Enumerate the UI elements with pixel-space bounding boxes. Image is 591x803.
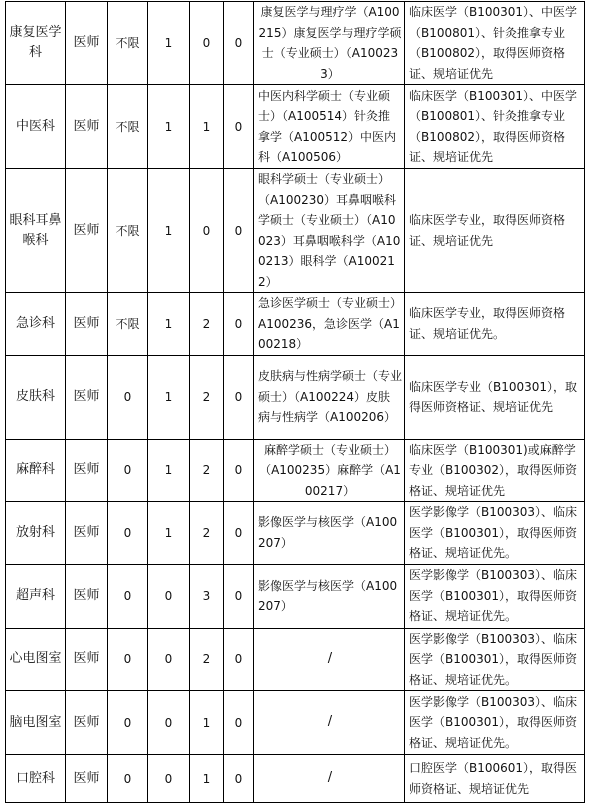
- major-cell: 中医内科学硕士（专业硕士）（A100514）针灸推拿学（A100512）中医内科（A100506）: [254, 85, 405, 169]
- count-cell-2: 2: [190, 628, 224, 691]
- major-cell: /: [254, 691, 405, 755]
- title-cell: 医师: [66, 439, 108, 502]
- edu-cell: 0: [108, 564, 148, 628]
- edu-cell: 不限: [108, 169, 148, 293]
- dept-cell: 口腔科: [6, 755, 66, 803]
- requirement-cell: 临床医学专业，取得医师资格证、规培证优先: [405, 169, 585, 293]
- table-row: [6, 628, 585, 691]
- edu-cell: 不限: [108, 293, 148, 356]
- table-row: [6, 2, 585, 85]
- dept-cell: 皮肤科: [6, 355, 66, 439]
- dept-cell: 急诊科: [6, 293, 66, 356]
- table-row: [6, 439, 585, 502]
- count-cell-2: 2: [190, 439, 224, 502]
- count-cell-1: 1: [148, 169, 190, 293]
- edu-cell: 0: [108, 439, 148, 502]
- major-cell: 康复医学与理疗学（A100215）康复医学与理疗学硕士（专业硕士）（A100233）: [254, 2, 405, 85]
- major-cell: 急诊医学硕士（专业硕士）A100236，急诊医学（A100218）: [254, 293, 405, 356]
- major-cell: /: [254, 755, 405, 803]
- title-cell: 医师: [66, 755, 108, 803]
- major-cell: /: [254, 628, 405, 691]
- count-cell-3: 0: [224, 439, 254, 502]
- requirement-cell: 医学影像学（B100303）、临床医学（B100301），取得医师资格证、规培证优先。: [405, 628, 585, 691]
- table-row: [6, 755, 585, 803]
- title-cell: 医师: [66, 2, 108, 85]
- count-cell-1: 0: [148, 755, 190, 803]
- count-cell-2: 1: [190, 755, 224, 803]
- count-cell-3: 0: [224, 502, 254, 565]
- title-cell: 医师: [66, 85, 108, 169]
- count-cell-2: 0: [190, 2, 224, 85]
- requirement-cell: 医学影像学（B100303）、临床医学（B100301），取得医师资格证、规培证优先。: [405, 564, 585, 628]
- requirement-cell: 临床医学（B100301）、中医学（B100801）、针灸推拿专业（B100802），取得医师资格证、规培证优先: [405, 85, 585, 169]
- table-row: [6, 169, 585, 293]
- edu-cell: 0: [108, 628, 148, 691]
- requirement-cell: 口腔医学（B100601），取得医师资格证、规培证优先: [405, 755, 585, 803]
- count-cell-3: 0: [224, 691, 254, 755]
- recruitment-table: [5, 1, 585, 803]
- count-cell-1: 1: [148, 85, 190, 169]
- title-cell: 医师: [66, 628, 108, 691]
- major-cell: 眼科学硕士（专业硕士）（A100230）耳鼻咽喉科学硕士（专业硕士）（A10023）耳鼻咽喉科学（A100213）眼科学（A100212）: [254, 169, 405, 293]
- table-row: [6, 564, 585, 628]
- major-cell: 影像医学与核医学（A100207）: [254, 502, 405, 565]
- title-cell: 医师: [66, 293, 108, 356]
- count-cell-3: 0: [224, 2, 254, 85]
- requirement-cell: 临床医学专业，取得医师资格证、规培证优先。: [405, 293, 585, 356]
- count-cell-3: 0: [224, 85, 254, 169]
- count-cell-1: 1: [148, 293, 190, 356]
- table-row: [6, 85, 585, 169]
- edu-cell: 0: [108, 755, 148, 803]
- major-cell: 皮肤病与性病学硕士（专业硕士）（A100224）皮肤病与性病学（A100206）: [254, 355, 405, 439]
- requirement-cell: 临床医学专业（B100301），取得医师资格证、规培证优先: [405, 355, 585, 439]
- count-cell-2: 1: [190, 85, 224, 169]
- count-cell-1: 0: [148, 628, 190, 691]
- table-row: [6, 293, 585, 356]
- table-row: [6, 502, 585, 565]
- count-cell-2: 2: [190, 293, 224, 356]
- edu-cell: 0: [108, 502, 148, 565]
- edu-cell: 不限: [108, 2, 148, 85]
- dept-cell: 心电图室: [6, 628, 66, 691]
- count-cell-3: 0: [224, 355, 254, 439]
- count-cell-1: 1: [148, 2, 190, 85]
- count-cell-3: 0: [224, 755, 254, 803]
- dept-cell: 眼科耳鼻喉科: [6, 169, 66, 293]
- requirement-cell: 医学影像学（B100303）、临床医学（B100301），取得医师资格证、规培证优先。: [405, 502, 585, 565]
- title-cell: 医师: [66, 691, 108, 755]
- edu-cell: 不限: [108, 85, 148, 169]
- title-cell: 医师: [66, 355, 108, 439]
- count-cell-2: 2: [190, 355, 224, 439]
- dept-cell: 放射科: [6, 502, 66, 565]
- count-cell-1: 1: [148, 502, 190, 565]
- count-cell-2: 3: [190, 564, 224, 628]
- count-cell-1: 1: [148, 355, 190, 439]
- table-row: [6, 355, 585, 439]
- requirement-cell: 临床医学（B100301)或麻醉学专业（B100302），取得医师资格证、规培证优先: [405, 439, 585, 502]
- count-cell-2: 0: [190, 169, 224, 293]
- table-row: [6, 691, 585, 755]
- requirement-cell: 医学影像学（B100303）、临床医学（B100301），取得医师资格证、规培证优先。: [405, 691, 585, 755]
- dept-cell: 麻醉科: [6, 439, 66, 502]
- count-cell-3: 0: [224, 169, 254, 293]
- requirement-cell: 临床医学（B100301）、中医学（B100801）、针灸推拿专业（B100802），取得医师资格证、规培证优先: [405, 2, 585, 85]
- title-cell: 医师: [66, 169, 108, 293]
- major-cell: 麻醉学硕士（专业硕士）（A100235）麻醉学（A100217）: [254, 439, 405, 502]
- count-cell-1: 0: [148, 691, 190, 755]
- count-cell-3: 0: [224, 628, 254, 691]
- dept-cell: 中医科: [6, 85, 66, 169]
- count-cell-1: 1: [148, 439, 190, 502]
- major-cell: 影像医学与核医学（A100207）: [254, 564, 405, 628]
- count-cell-3: 0: [224, 564, 254, 628]
- title-cell: 医师: [66, 564, 108, 628]
- count-cell-2: 2: [190, 502, 224, 565]
- dept-cell: 超声科: [6, 564, 66, 628]
- dept-cell: 康复医学科: [6, 2, 66, 85]
- count-cell-3: 0: [224, 293, 254, 356]
- edu-cell: 0: [108, 355, 148, 439]
- count-cell-1: 0: [148, 564, 190, 628]
- count-cell-2: 1: [190, 691, 224, 755]
- dept-cell: 脑电图室: [6, 691, 66, 755]
- edu-cell: 0: [108, 691, 148, 755]
- title-cell: 医师: [66, 502, 108, 565]
